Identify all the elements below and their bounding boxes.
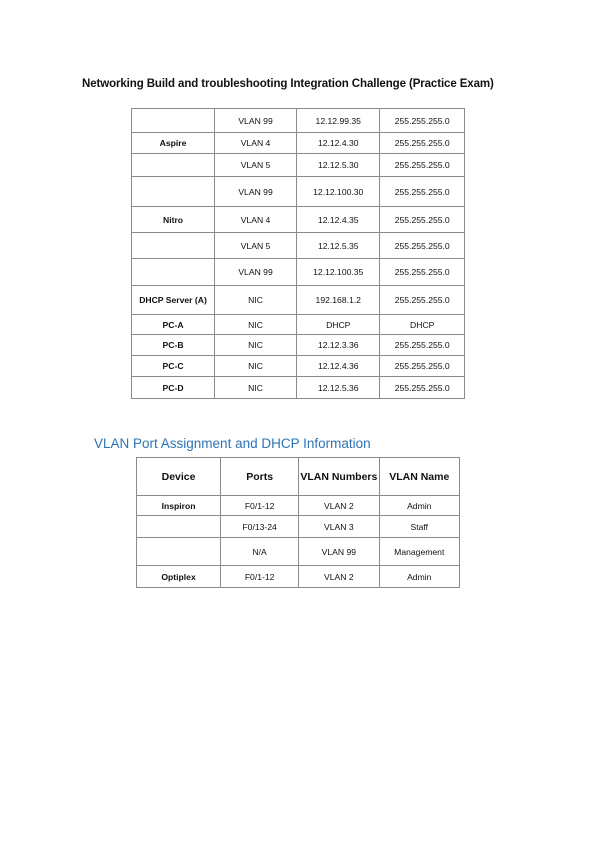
table-cell: NIC [215,377,297,399]
table-row [137,566,460,588]
column-header: VLAN Name [379,458,459,496]
table-cell: PC-B [132,335,215,356]
table-row [132,259,465,286]
table-cell: DHCP [297,315,380,335]
table-cell: 255.255.255.0 [380,109,465,133]
table-cell: Management [379,538,459,566]
table-cell: VLAN 99 [215,109,297,133]
table-cell: 255.255.255.0 [380,154,465,177]
table-cell: VLAN 5 [215,233,297,259]
table-cell: NIC [215,335,297,356]
table-cell: 12.12.4.30 [297,133,380,154]
table-cell: 255.255.255.0 [380,177,465,207]
table-cell: F0/1-12 [221,566,299,588]
table-row [132,177,465,207]
table-cell: 255.255.255.0 [380,259,465,286]
table-row [132,233,465,259]
table-cell: NIC [215,315,297,335]
table-row [132,377,465,399]
table-cell: 12.12.4.36 [297,356,380,377]
table-cell: 255.255.255.0 [380,286,465,315]
table-cell: 255.255.255.0 [380,356,465,377]
table-cell: VLAN 99 [215,259,297,286]
table-cell: VLAN 4 [215,133,297,154]
table-row [132,207,465,233]
table-row [132,335,465,356]
addressing-table [131,108,465,399]
vlan-port-table [136,457,460,588]
table-cell: 12.12.99.35 [297,109,380,133]
table-cell: 12.12.100.30 [297,177,380,207]
table-cell: VLAN 4 [215,207,297,233]
table-header-row [137,458,460,496]
column-header: Ports [221,458,299,496]
table-cell: 255.255.255.0 [380,133,465,154]
table-row [132,286,465,315]
table-cell: Inspiron [137,496,221,516]
table-cell: Aspire [132,133,215,154]
vlan-section-title: VLAN Port Assignment and DHCP Information [94,436,371,451]
column-header: Device [137,458,221,496]
table-cell: 12.12.4.35 [297,207,380,233]
table-cell: VLAN 99 [215,177,297,207]
table-row [132,356,465,377]
table-cell: F0/13-24 [221,516,299,538]
table-cell: N/A [221,538,299,566]
table-cell: 12.12.5.35 [297,233,380,259]
table-cell: NIC [215,356,297,377]
column-header: VLAN Numbers [299,458,379,496]
table-cell: DHCP Server (A) [132,286,215,315]
page-title: Networking Build and troubleshooting Integration Challenge (Practice Exam) [82,78,494,90]
table-row [132,154,465,177]
table-cell [137,538,221,566]
table-cell: Admin [379,496,459,516]
table-row [132,315,465,335]
table-cell: PC-D [132,377,215,399]
table-cell: 12.12.5.30 [297,154,380,177]
table-cell: NIC [215,286,297,315]
table-row [132,133,465,154]
table-cell: VLAN 2 [299,566,379,588]
table-cell: Admin [379,566,459,588]
table-cell: VLAN 3 [299,516,379,538]
table-cell [132,109,215,133]
table-cell [137,516,221,538]
table-cell: 12.12.3.36 [297,335,380,356]
table-cell: VLAN 99 [299,538,379,566]
table-row [137,496,460,516]
table-cell: 255.255.255.0 [380,335,465,356]
table-cell: 12.12.5.36 [297,377,380,399]
table-cell: 192.168.1.2 [297,286,380,315]
table-cell: Optiplex [137,566,221,588]
table-cell [132,259,215,286]
table-row [137,538,460,566]
table-cell: PC-A [132,315,215,335]
table-cell: VLAN 5 [215,154,297,177]
table-cell [132,233,215,259]
table-row [137,516,460,538]
table-cell: 255.255.255.0 [380,377,465,399]
table-cell: 255.255.255.0 [380,207,465,233]
table-cell: VLAN 2 [299,496,379,516]
table-cell: 12.12.100.35 [297,259,380,286]
table-cell: Staff [379,516,459,538]
table-cell [132,177,215,207]
table-cell: DHCP [380,315,465,335]
table-cell: 255.255.255.0 [380,233,465,259]
table-cell: F0/1-12 [221,496,299,516]
table-cell: Nitro [132,207,215,233]
table-row [132,109,465,133]
table-cell [132,154,215,177]
table-cell: PC-C [132,356,215,377]
